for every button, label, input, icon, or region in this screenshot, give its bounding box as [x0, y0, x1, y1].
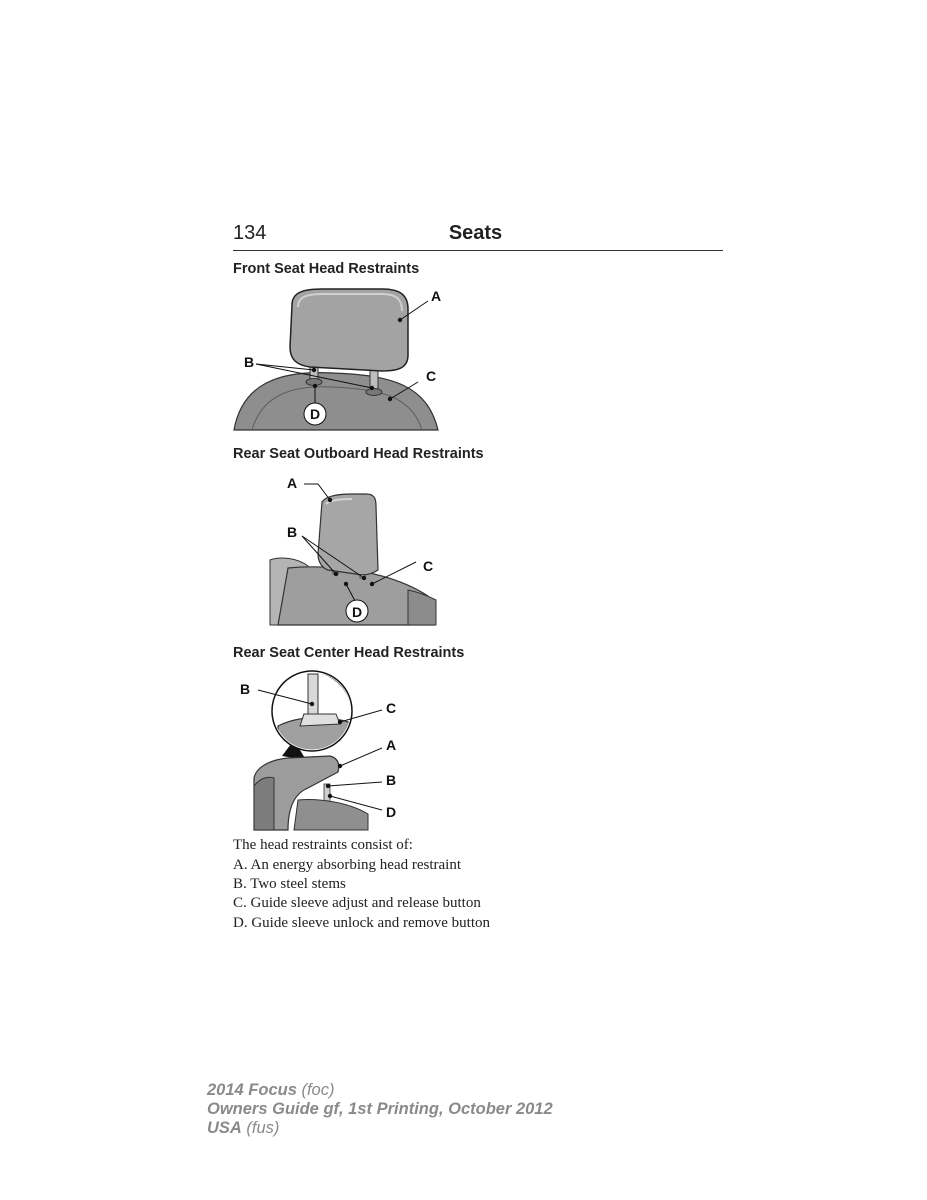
callout-c: C	[426, 368, 437, 384]
callout-b: B	[386, 772, 397, 788]
callout-a: A	[287, 475, 298, 491]
callout-d: D	[352, 604, 363, 620]
section-heading-rear-center: Rear Seat Center Head Restraints	[233, 645, 465, 661]
callout-b-inset: B	[240, 681, 251, 697]
footer-market-code: (fus)	[241, 1119, 280, 1137]
list-item: C. Guide sleeve adjust and release button	[233, 895, 481, 912]
section-heading-rear-outboard: Rear Seat Outboard Head Restraints	[233, 446, 484, 462]
section-heading-front: Front Seat Head Restraints	[233, 261, 420, 277]
front-seat-illustration	[232, 285, 452, 435]
body-intro: The head restraints consist of:	[233, 837, 413, 853]
page-number: 134	[233, 222, 267, 244]
footer-model-code: (foc)	[296, 1081, 335, 1099]
footer-market: USA	[207, 1119, 242, 1137]
callout-a: A	[431, 288, 442, 304]
list-item: D. Guide sleeve unlock and remove button	[233, 914, 491, 931]
rear-center-illustration	[238, 668, 418, 830]
title-rule	[233, 250, 723, 251]
callout-c: C	[386, 700, 397, 716]
callout-b: B	[244, 354, 255, 370]
footer	[207, 1081, 553, 1138]
page-title: Seats	[448, 222, 503, 244]
footer-printing: Owners Guide gf, 1st Printing, October 2012	[207, 1100, 553, 1118]
rear-outboard-illustration	[268, 470, 468, 628]
callout-c: C	[423, 558, 434, 574]
callout-a: A	[386, 737, 397, 753]
callout-d: D	[386, 804, 397, 820]
list-item: B. Two steel stems	[233, 876, 346, 893]
footer-model: 2014 Focus	[207, 1081, 297, 1099]
callout-b: B	[287, 524, 298, 540]
component-list	[233, 856, 490, 933]
list-item: A. An energy absorbing head restraint	[233, 857, 461, 873]
callout-d: D	[310, 406, 321, 422]
